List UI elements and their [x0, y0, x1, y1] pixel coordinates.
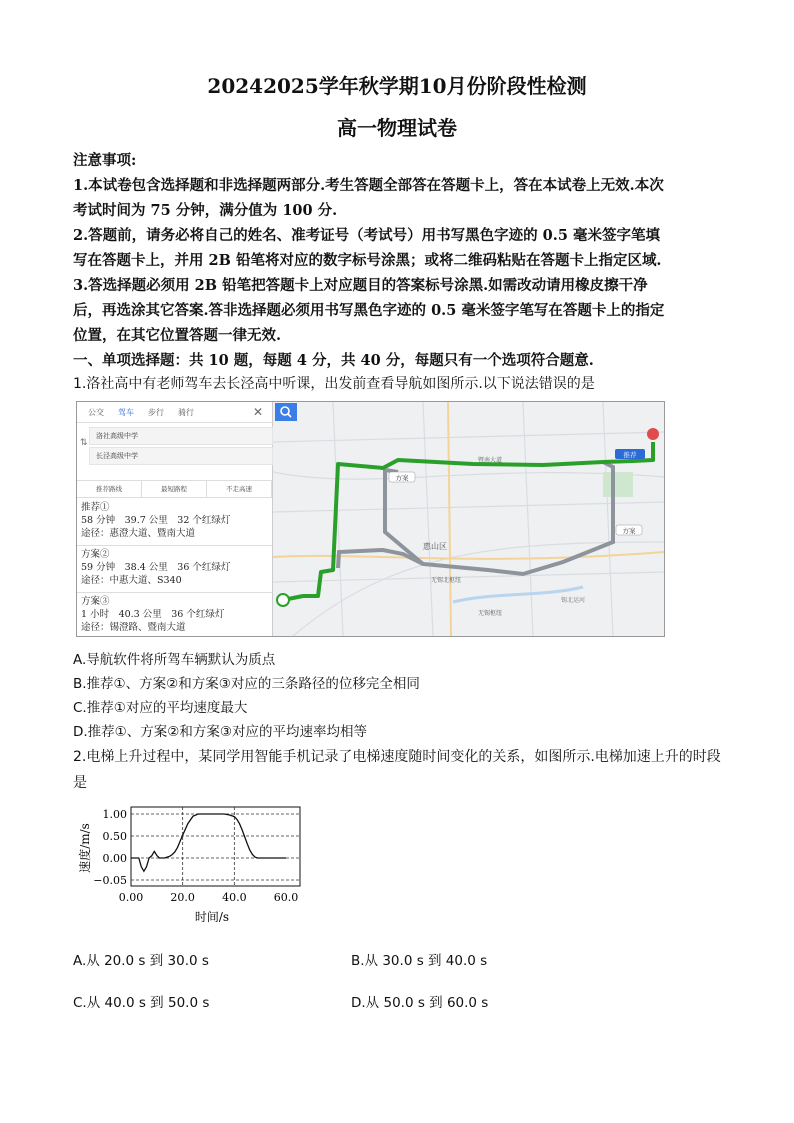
label-huishan: 惠山区: [423, 542, 447, 551]
note-2b: 写在答题卡上，并用 2B 铅笔将对应的数字标号涂黑；或将二维码粘贴在答题卡上指定区域.: [73, 252, 662, 269]
end-marker: [647, 428, 659, 440]
q1-option-c: C.推荐①对应的平均速度最大: [73, 700, 248, 716]
tab-no-highway: 不走高速: [207, 481, 272, 497]
route-1-via: 途径：惠澄大道、暨南大道: [81, 528, 196, 539]
route-3-name: 方案③: [81, 596, 110, 607]
route-2-via: 途径：中惠大道、S340: [81, 575, 182, 586]
q2-option-c: C.从 40.0 s 到 50.0 s: [73, 995, 210, 1011]
note-3c: 位置，在其它位置答题一律无效.: [73, 327, 282, 344]
route-option-2: [81, 548, 267, 587]
search-button: [275, 403, 297, 421]
origin-field: 洛社高级中学: [89, 427, 273, 445]
start-marker: [277, 594, 289, 606]
q2-stem-b: 是: [73, 775, 87, 791]
label-road: 暨南大道: [478, 457, 503, 464]
plot-frame: [131, 807, 300, 886]
tag-fangan-2: 方案: [622, 527, 636, 535]
q1-option-a: A.导航软件将所驾车辆默认为质点: [73, 652, 276, 668]
travel-mode-bar: [77, 402, 272, 423]
swap-icon: ⇅: [80, 438, 88, 448]
exam-subtitle: 高一物理试卷: [337, 116, 457, 140]
note-3a: 3.答选择题必须用 2B 铅笔把答题卡上对应题目的答案标号涂黑.如需改动请用橡皮擦干净: [73, 277, 648, 294]
section-heading: 一、单项选择题：共 10 题，每题 4 分，共 40 分，每题只有一个选项符合题意.: [73, 352, 594, 369]
label-river: 锡北运河: [561, 597, 586, 604]
q1-option-b: B.推荐①、方案②和方案③对应的三条路径的位移完全相同: [73, 676, 420, 692]
x-tick-label: 60.0: [273, 891, 299, 904]
route-3-stats: 1 小时 40.3 公里 36 个红绿灯: [81, 609, 225, 620]
tag-tuijian: 推荐: [623, 451, 637, 459]
tab-shortest: 最短路程: [142, 481, 207, 497]
x-tick-label: 0.00: [118, 891, 144, 904]
x-axis-label: 时间/s: [194, 910, 230, 924]
route-2-name: 方案②: [81, 549, 110, 560]
mode-bike: 骑行: [178, 407, 194, 417]
map-canvas: [273, 402, 664, 636]
route-option-1: [81, 501, 267, 540]
mode-bus: 公交: [88, 407, 104, 417]
mode-walk: 步行: [148, 407, 164, 417]
notes-heading: 注意事项:: [73, 152, 137, 169]
route-1-stats: 58 分钟 39.7 公里 32 个红绿灯: [81, 515, 231, 526]
q2-stem-a: 2.电梯上升过程中，某同学用智能手机记录了电梯速度随时间变化的关系，如图所示.电梯加速上升的时段: [73, 749, 721, 765]
y-tick-label: −0.05: [93, 874, 127, 887]
q2-option-b: B.从 30.0 s 到 40.0 s: [351, 953, 488, 969]
velocity-time-chart: [73, 798, 313, 928]
divider: [77, 592, 272, 593]
route-1-name: 推荐①: [81, 502, 110, 513]
close-icon: ✕: [252, 405, 263, 419]
tab-recommended: 推荐路线: [77, 481, 142, 497]
y-tick-label: 1.00: [102, 808, 127, 821]
y-tick-label: 0.00: [102, 852, 127, 865]
label-junction-1: 无锡北枢纽: [431, 577, 462, 584]
exam-title: 20242025学年秋学期10月份阶段性检测: [207, 74, 587, 98]
route-option-3: [81, 595, 267, 634]
search-icon: [275, 403, 297, 421]
destination-field: 长泾高级中学: [89, 447, 273, 465]
y-tick-label: 0.50: [102, 830, 127, 843]
tag-fangan-3: 方案: [395, 474, 409, 482]
route-tabs: [77, 480, 272, 498]
q1-stem: 1.洛社高中有老师驾车去长泾高中听课，出发前查看导航如图所示.以下说法错误的是: [73, 376, 595, 392]
label-junction-2: 无锡枢纽: [478, 610, 503, 617]
mode-drive: 驾车: [118, 407, 134, 417]
q1-option-d: D.推荐①、方案②和方案③对应的平均速率均相等: [73, 724, 367, 740]
note-1b: 考试时间为 75 分钟，满分值为 100 分.: [73, 202, 338, 219]
divider: [77, 545, 272, 546]
note-2a: 2.答题前，请务必将自己的姓名、准考证号（考试号）用书写黑色字迹的 0.5 毫米签字笔填: [73, 227, 660, 244]
q2-option-d: D.从 50.0 s 到 60.0 s: [351, 995, 489, 1011]
x-tick-label: 20.0: [170, 891, 195, 904]
velocity-curve: [131, 814, 286, 871]
route-3-via: 途径：锡澄路、暨南大道: [81, 622, 186, 633]
navigation-map-figure: [76, 401, 665, 637]
notes-section: [73, 148, 723, 373]
note-1a: 1.本试卷包含选择题和非选择题两部分.考生答题全部答在答题卡上，答在本试卷上无效.本次: [73, 177, 664, 194]
route-2-stats: 59 分钟 38.4 公里 36 个红绿灯: [81, 562, 231, 573]
q2-option-a: A.从 20.0 s 到 30.0 s: [73, 953, 209, 969]
y-axis-label: 速度/m/s: [78, 823, 92, 873]
note-3b: 后，再选涂其它答案.答非选择题必须用书写黑色字迹的 0.5 毫米签字笔写在答题卡上的指定: [73, 302, 665, 319]
route-panel: [77, 402, 273, 636]
x-tick-label: 40.0: [222, 891, 247, 904]
